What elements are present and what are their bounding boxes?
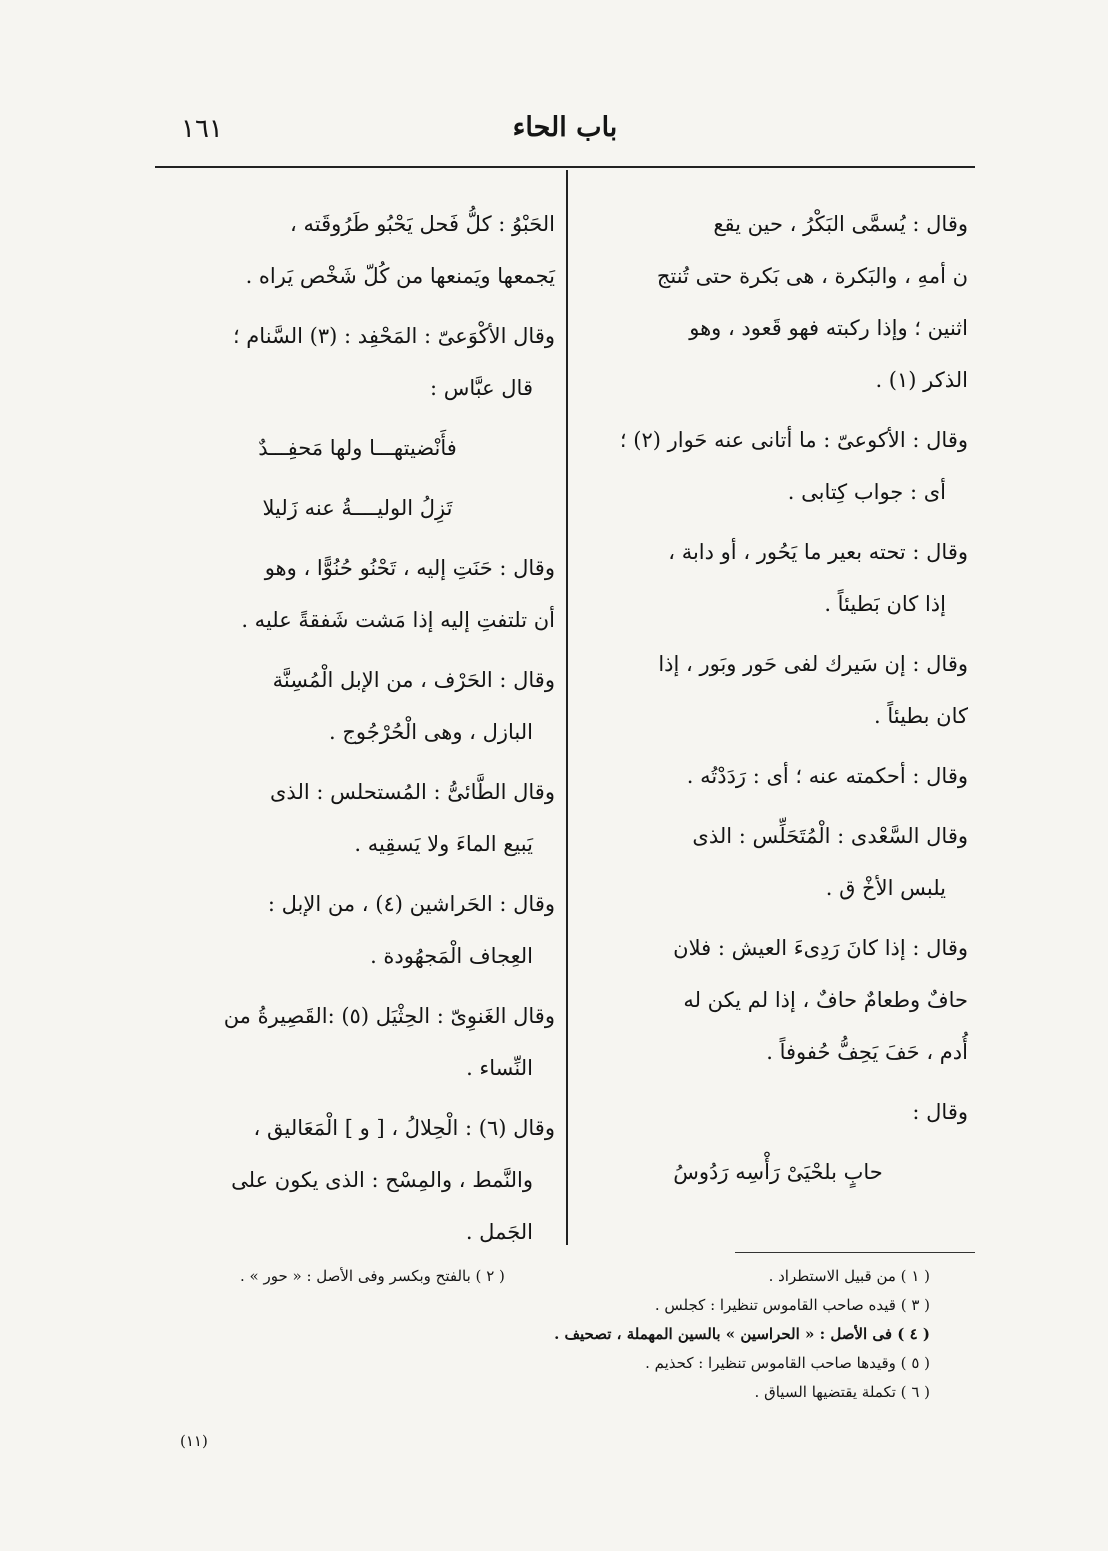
verse-entry — [160, 422, 555, 474]
text-line: وقال الغَنوِىّ : الحِثْيَل (٥) :القَصِيرةُ من — [223, 1004, 555, 1028]
entry — [588, 638, 968, 742]
text-line: اثنين ؛ وإذا ركبته فهو قَعود ، وهو — [689, 316, 968, 340]
footnote-5: ( ٥ ) وقيدها صاحب القاموس تنظيرا : كحذيم . — [645, 1354, 930, 1372]
entry — [160, 878, 555, 982]
text-line: وقال : — [912, 1100, 968, 1124]
entry — [160, 310, 555, 414]
entry — [160, 766, 555, 870]
verse-entry — [588, 1146, 968, 1198]
running-title: باب الحاء — [512, 112, 618, 143]
text-line: الحَبْوُ : كلُّ فَحل يَحْبُو طَرُوقَته ، — [290, 212, 555, 236]
text-line: وقال : يُسمَّى البَكْرُ ، حين يقع — [713, 212, 968, 236]
text-line: والنَّمط ، والمِسْح : الذى يكون على — [231, 1168, 533, 1192]
entry — [588, 810, 968, 914]
text-line: كان بطيئاً . — [874, 704, 968, 728]
entry — [160, 990, 555, 1094]
entry — [588, 922, 968, 1078]
entry — [160, 1102, 555, 1258]
text-line: وقال الأكْوَعىّ : المَحْفِد : (٣) السَّنام ؛ — [232, 324, 555, 348]
footnote-3: ( ٣ ) قيده صاحب القاموس تنظيرا : كجلس . — [654, 1296, 930, 1314]
left-column — [160, 198, 555, 1266]
text-line: يَبيع الماءَ ولا يَسقِيه . — [354, 832, 533, 856]
entry — [160, 542, 555, 646]
text-line: ن أمهِ ، والبَكرة ، هى بَكرة حتى تُنتج — [656, 264, 968, 288]
page-header — [155, 108, 975, 160]
text-line: وقال : إن سَيرك لفى حَور وبَور ، إذا — [658, 652, 968, 676]
verse-line: تَزِلُ الوليــــةُ عنه زَليلا — [262, 496, 453, 520]
footnote-2: ( ٢ ) بالفتح وبكسر وفى الأصل : « حور » . — [240, 1267, 505, 1285]
text-line: وقال : إذا كانَ رَدِىءَ العيش : فلان — [673, 936, 968, 960]
text-line: العِجاف الْمَجهُودة . — [370, 944, 533, 968]
text-line: أى : جواب كِتابى . — [787, 480, 946, 504]
text-line: الذكر (١) . — [875, 368, 968, 392]
header-rule — [155, 166, 975, 168]
text-line: أن تلتفتِ إليه إذا مَشت شَفقةً عليه . — [241, 608, 555, 632]
text-line: وقال : حَنَتِ إليه ، تَحْنُو حُنُوًّا ، وهو — [264, 556, 555, 580]
signature-mark: (١١) — [180, 1432, 208, 1450]
entry — [588, 750, 968, 802]
text-line: أُدم ، حَفَ يَحِفُّ حُفوفاً . — [766, 1040, 968, 1064]
page-number: ١٦١ — [181, 114, 223, 144]
footnote-1: ( ١ ) من قبيل الاستطراد . — [768, 1267, 930, 1285]
column-divider — [566, 170, 568, 1245]
entry — [588, 414, 968, 518]
text-line: وقال : أحكمته عنه ؛ أى : رَدَدْتُه . — [686, 764, 968, 788]
footnote-6: ( ٦ ) تكملة يقتضيها السياق . — [754, 1383, 930, 1401]
text-line: الجَمل . — [465, 1220, 533, 1244]
footnotes — [240, 1262, 930, 1407]
verse-line: فأَنْضيتهـــا ولها مَحفِـــدٌ — [258, 436, 457, 460]
right-column — [588, 198, 968, 1206]
text-line: حافٌ وطعامٌ حافٌ ، إذا لم يكن له — [683, 988, 968, 1012]
text-line: وقال : تحته بعير ما يَحُور ، أو دابة ، — [668, 540, 968, 564]
text-line: يَجمعها ويَمنعها من كُلّ شَخْص يَراه . — [245, 264, 555, 288]
verse-entry — [160, 482, 555, 534]
entry — [588, 526, 968, 630]
verse-line: حابٍ بلحْيَىْ رَأْسِه رَدُوسُ — [673, 1160, 883, 1184]
entry — [160, 198, 555, 302]
text-line: وقال : الأكوعىّ : ما أتانى عنه حَوار (٢) ؛ — [619, 428, 968, 452]
text-line: البازل ، وهى الْحُرْجُوج . — [328, 720, 533, 744]
text-line: يلبس الأخْ ق . — [825, 876, 946, 900]
text-line: وقال السَّعْدى : الْمُتَحَلِّس : الذى — [692, 824, 968, 848]
text-line: وقال (٦) : الْحِلالُ ، [ و ] الْمَعَاليق ، — [253, 1116, 555, 1140]
text-line: قال عبَّاس : — [429, 376, 533, 400]
text-line: وقال الطَّائىُّ : المُستحلس : الذى — [270, 780, 555, 804]
entry — [588, 198, 968, 406]
text-line: وقال : الحَرْف ، من الإبل الْمُسِنَّة — [272, 668, 555, 692]
footnote-rule — [735, 1252, 975, 1253]
text-line: وقال : الحَراشين (٤) ، من الإبل : — [267, 892, 555, 916]
entry — [160, 654, 555, 758]
text-line: النِّساء . — [466, 1056, 533, 1080]
text-line: إذا كان بَطيئاً . — [824, 592, 946, 616]
footnote-4: ( ٤ ) فى الأصل : « الحراسين » بالسين المهملة ، تصحيف . — [554, 1325, 930, 1343]
entry — [588, 1086, 968, 1138]
